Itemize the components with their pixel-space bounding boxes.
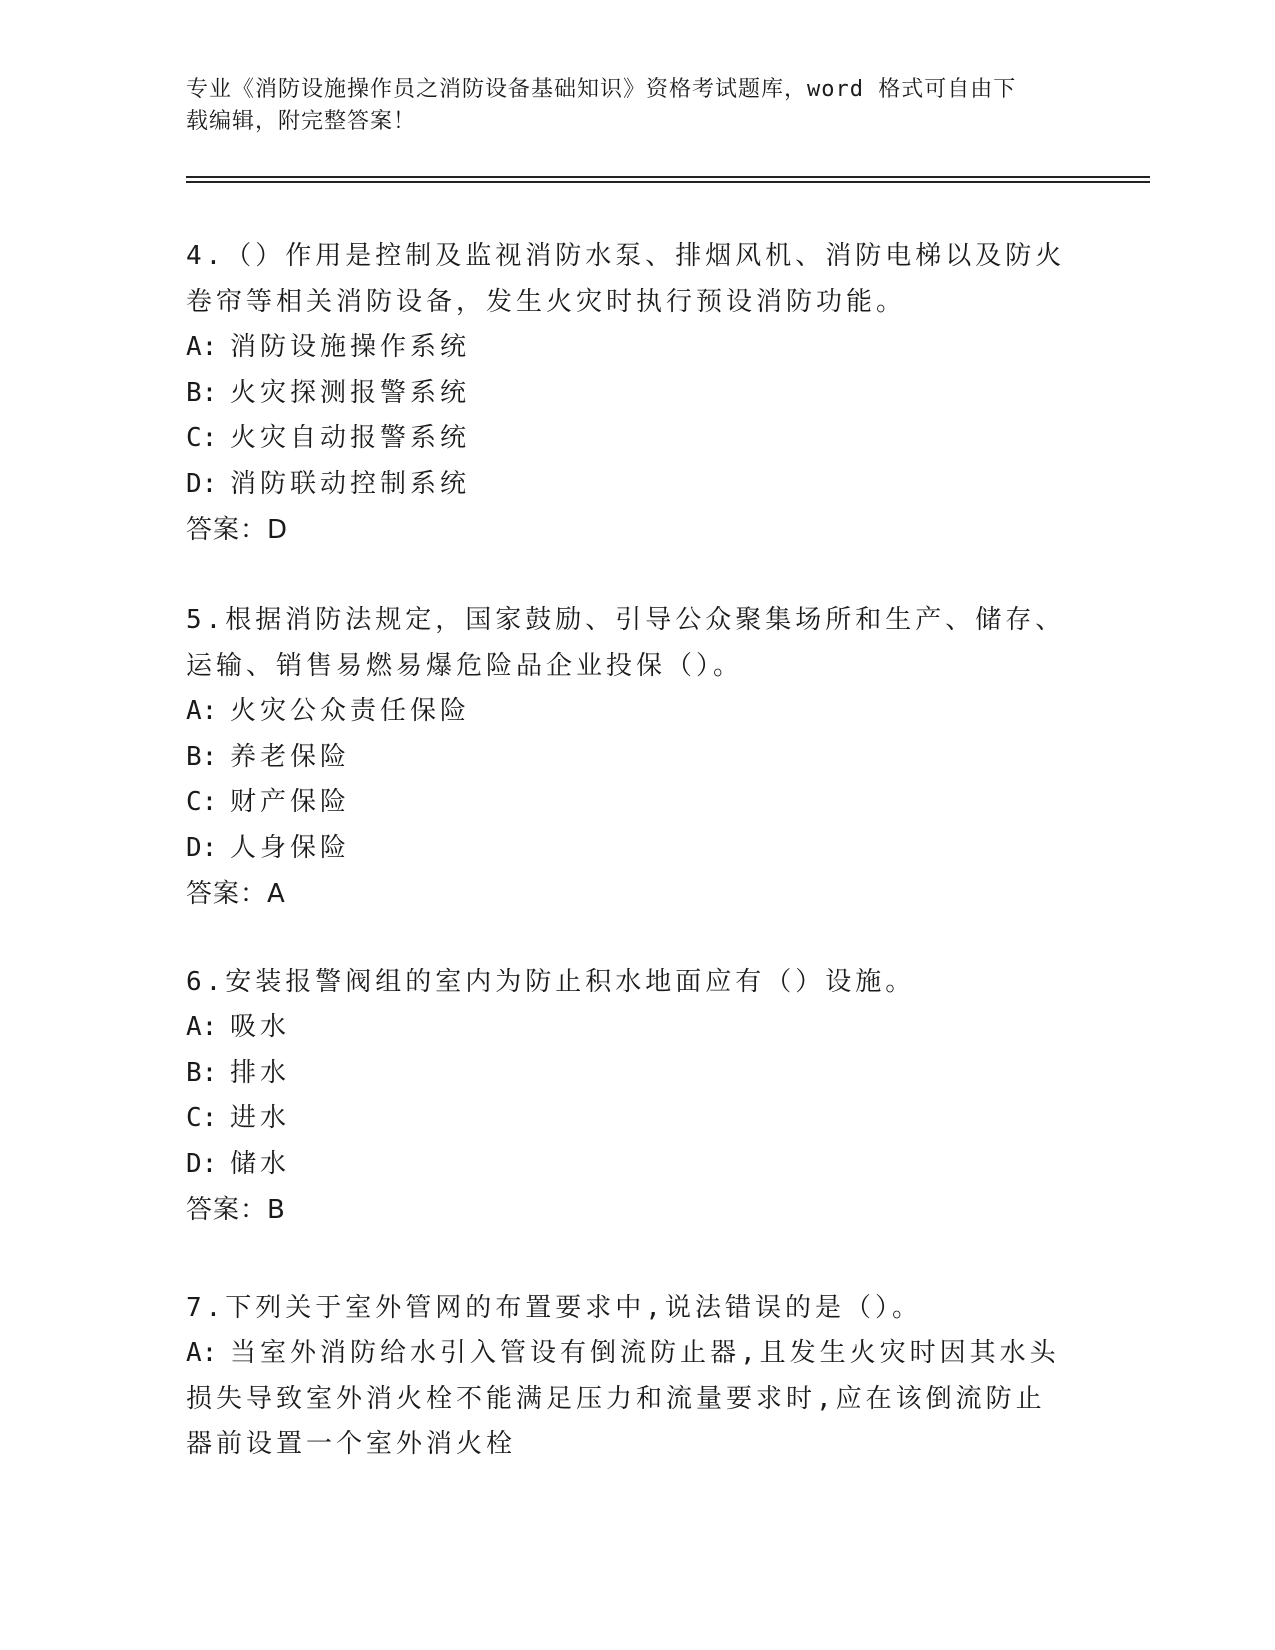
option-text: 储水 (230, 1148, 291, 1179)
option-text: 进水 (230, 1103, 291, 1133)
option-text: 火灾探测报警系统 (230, 377, 471, 408)
option-text: 消防联动控制系统 (230, 468, 471, 499)
option-c (186, 416, 1066, 462)
option-b (186, 735, 1066, 781)
question-6 (186, 959, 1066, 1233)
option-text: 吸水 (230, 1012, 291, 1042)
option-b (186, 1051, 1066, 1097)
option-c (186, 1096, 1066, 1142)
question-stem: 6.安装报警阀组的室内为防止积水地面应有（）设施。 (186, 967, 916, 997)
option-text: 火灾自动报警系统 (230, 423, 471, 453)
option-c (186, 780, 1066, 826)
option-b (186, 371, 1066, 417)
header-line-1: 专业《消防设施操作员之消防设备基础知识》资格考试题库，word 格式可自由下 (186, 77, 1017, 102)
option-text: 排水 (230, 1057, 291, 1088)
option-text: 当室外消防给水引入管设有倒流防止器,且发生火灾时因其水头损失导致室外消火栓不能满足压力和流量要求时,应在该倒流防止器前设置一个室外消火栓 (186, 1338, 1060, 1459)
answer-line: 答案：B (186, 1195, 286, 1225)
option-label: D: (186, 468, 218, 499)
option-label: D: (186, 1148, 218, 1179)
option-a (186, 1005, 1066, 1051)
question-stem: 4.（）作用是控制及监视消防水泵、排烟风机、消防电梯以及防火卷帘等相关消防设备，发生火灾时执行预设消防功能。 (186, 241, 1066, 317)
option-label: A: (186, 696, 218, 726)
option-label: B: (186, 1057, 218, 1088)
document-header (186, 74, 1066, 138)
answer-line: 答案：D (186, 515, 289, 545)
option-text: 财产保险 (230, 787, 351, 817)
option-label: C: (186, 423, 218, 453)
option-label: C: (186, 1103, 218, 1133)
question-5 (186, 597, 1066, 917)
option-a (186, 1331, 1066, 1468)
option-text: 消防设施操作系统 (230, 332, 471, 362)
header-divider-top (186, 176, 1150, 178)
option-label: A: (186, 332, 218, 362)
option-label: C: (186, 787, 218, 817)
option-a (186, 689, 1066, 735)
header-line-2: 载编辑，附完整答案！ (186, 109, 417, 134)
option-d (186, 1142, 1066, 1188)
option-a (186, 325, 1066, 371)
answer-line: 答案：A (186, 879, 286, 909)
option-label: B: (186, 377, 218, 408)
option-label: A: (186, 1012, 218, 1042)
question-4 (186, 233, 1066, 553)
option-label: B: (186, 741, 218, 772)
question-stem: 7.下列关于室外管网的布置要求中,说法错误的是（）。 (186, 1293, 922, 1323)
option-text: 人身保险 (230, 832, 351, 863)
question-stem: 5.根据消防法规定，国家鼓励、引导公众聚集场所和生产、储存、运输、销售易燃易爆危险品企业投保（）。 (186, 605, 1066, 681)
option-d (186, 462, 1066, 508)
option-text: 养老保险 (230, 741, 351, 772)
option-text: 火灾公众责任保险 (230, 696, 471, 726)
option-label: A: (186, 1338, 218, 1368)
question-7 (186, 1285, 1066, 1468)
option-label: D: (186, 832, 218, 863)
header-divider-bottom (186, 181, 1150, 183)
option-d (186, 826, 1066, 872)
